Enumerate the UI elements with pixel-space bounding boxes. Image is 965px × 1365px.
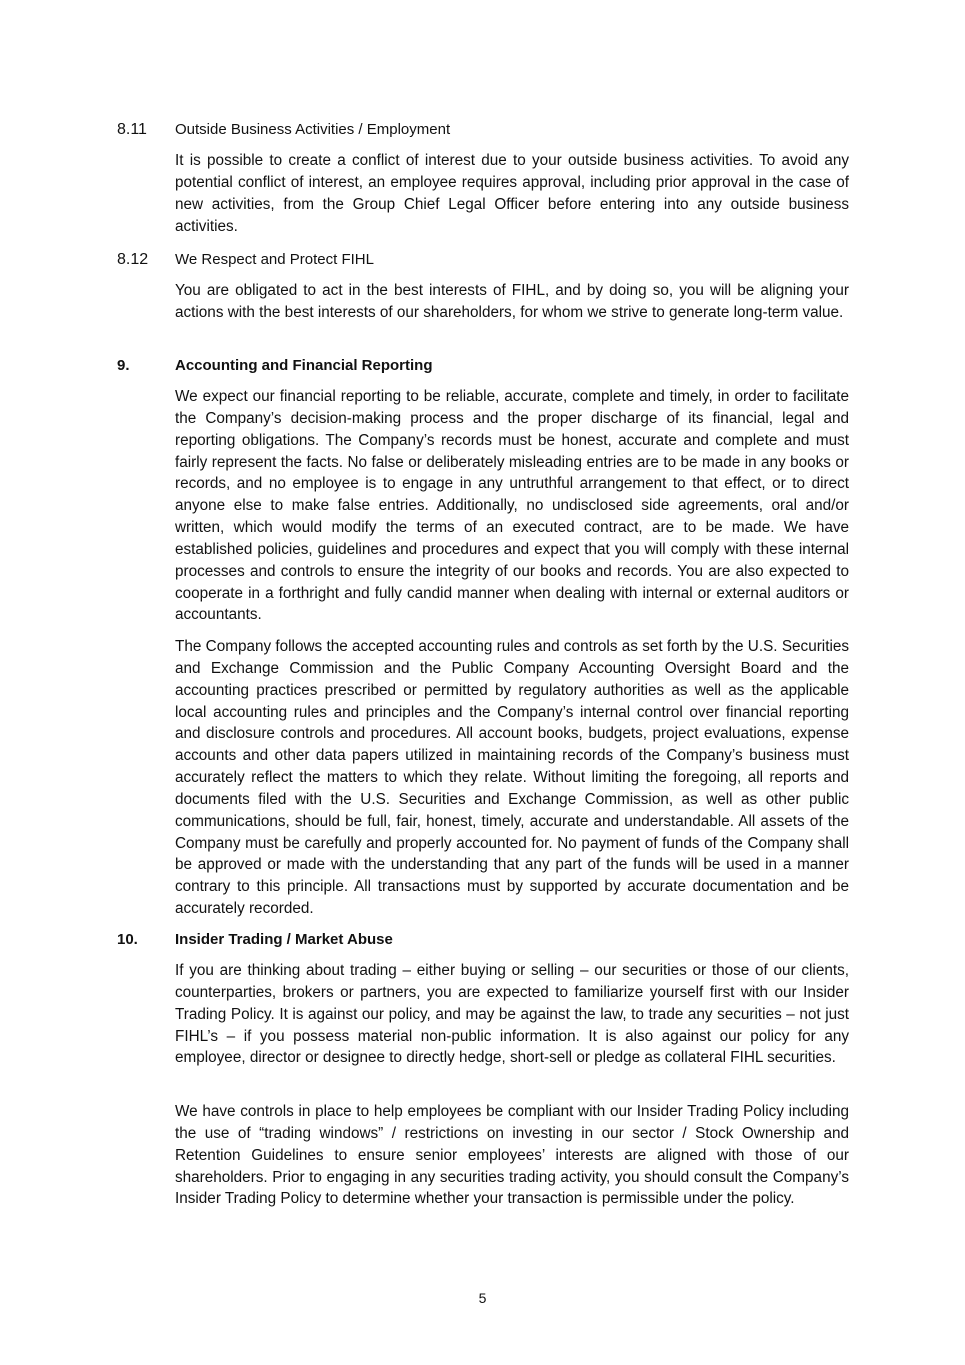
paragraph-9-1: We expect our financial reporting to be reliable, accurate, complete and timely, in order to facilitate the Company’s decision-making process and the proper discharge of its financial, legal and reporting obligations. The Company’s records must be honest, accurate and complete and must fairly represent the facts. No false or deliberately misleading entries are to be made in any books or records, and no employee is to engage in any untruthful arrangement to that effect, or to direct anyone else to make false entries. Additionally, no undisclosed side agreements, oral and/or written, which would modify the terms of an executed contract, are to be made. We have established policies, guidelines and procedures and expect that you will comply with these internal processes and controls to ensure the integrity of our books and records. You are also expected to cooperate in a forthright and fully candid manner when dealing with internal or external auditors or accountants. <box>175 388 849 624</box>
paragraph-10-1: If you are thinking about trading – either buying or selling – our securities or those of our clients, counterparties, brokers or partners, you are expected to familiarize yourself first with our Insider Trading Policy. It is against our policy, and may be against the law, to trade any securities – not just FIHL’s – if you possess material non-public information. It is also against our policy for any employee, director or designee to directly hedge, short-sell or pledge as collateral FIHL securities. <box>175 962 849 1067</box>
section-title: Accounting and Financial Reporting <box>175 357 433 374</box>
section-number: 8.12 <box>117 251 149 268</box>
section-title: We Respect and Protect FIHL <box>175 251 374 268</box>
section-title: Outside Business Activities / Employment <box>175 121 451 138</box>
section-number: 10. <box>117 931 138 948</box>
page-number: 5 <box>478 1290 487 1306</box>
section-number: 8.11 <box>117 121 147 138</box>
paragraph-10-2: We have controls in place to help employees be compliant with our Insider Trading Policy including the use of “trading windows” / restrictions on investing in our sector / Stock Ownership and Retention Guidelines to ensure senior employees’ interests are aligned with those of our shareholders. Prior to engaging in any securities trading activity, you should consult the Company’s Insider Trading Policy to determine whether your transaction is permissible under the policy. <box>175 1103 849 1208</box>
section-number: 9. <box>117 357 130 374</box>
paragraph-8-11: It is possible to create a conflict of interest due to your outside business activities. To avoid any potential conflict of interest, an employee requires approval, including prior approval in the case of new activities, from the Group Chief Legal Officer before entering into any outside business activities. <box>175 152 849 235</box>
paragraph-9-2: The Company follows the accepted accounting rules and controls as set forth by the U.S. Securities and Exchange Commission and the Public Company Accounting Oversight Board and the accounting practices prescribed or permitted by regulatory authorities as well as the applicable local accounting rules and principles and the Company’s internal control over financial reporting and disclosure controls and procedures. All account books, budgets, project evaluations, expense accounts and other data papers utilized in maintaining records of the Company’s business must accurately reflect the matters to which they relate. Without limiting the foregoing, all reports and documents filed with the U.S. Securities and Exchange Commission, as well as other public communications, should be full, fair, honest, timely, accurate and understandable. All assets of the Company must be carefully and properly accounted for. No payment of funds of the Company shall be approved or made with the understanding that any part of the funds will be used in a manner contrary to this principle. All transactions must by supported by accurate documentation and be accurately recorded. <box>175 638 849 918</box>
section-title: Insider Trading / Market Abuse <box>175 931 393 948</box>
paragraph-8-12: You are obligated to act in the best interests of FIHL, and by doing so, you will be aligning your actions with the best interests of our shareholders, for whom we strive to generate long-term value. <box>175 282 849 321</box>
